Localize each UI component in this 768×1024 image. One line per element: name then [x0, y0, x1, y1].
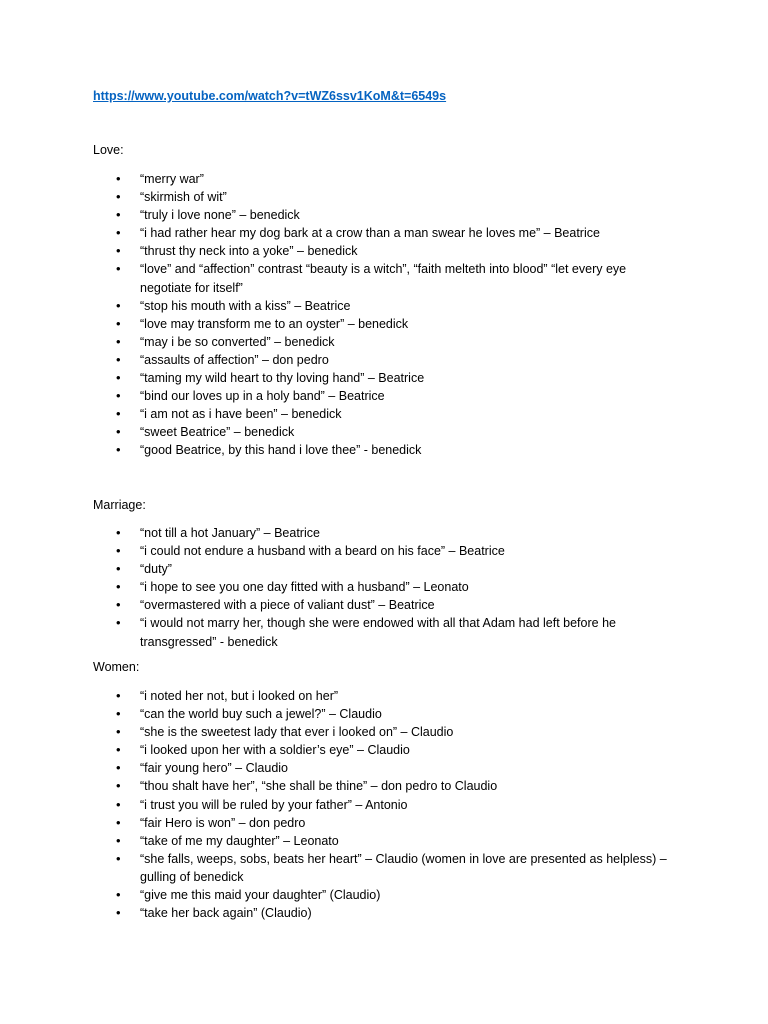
- list-item: • “skirmish of wit”: [0, 188, 680, 206]
- list-item: • “merry war”: [0, 170, 680, 188]
- women-heading: Women:: [93, 660, 140, 674]
- list-item: • “taming my wild heart to thy loving hand” – Beatrice: [0, 369, 680, 387]
- marriage-list: [0, 524, 768, 651]
- list-item: • “good Beatrice, by this hand i love thee” - benedick: [0, 441, 680, 459]
- list-item: • “sweet Beatrice” – benedick: [0, 423, 680, 441]
- list-item: • “bind our loves up in a holy band” – Beatrice: [0, 387, 680, 405]
- love-heading: Love:: [93, 143, 124, 157]
- women-list: [0, 687, 768, 922]
- list-item: • “i would not marry her, though she were endowed with all that Adam had left before he transgressed” - benedick: [0, 614, 680, 650]
- list-item: • “truly i love none” – benedick: [0, 206, 680, 224]
- list-item: • “thou shalt have her”, “she shall be thine” – don pedro to Claudio: [0, 777, 680, 795]
- list-item: • “stop his mouth with a kiss” – Beatrice: [0, 297, 680, 315]
- list-item: • “i hope to see you one day fitted with a husband” – Leonato: [0, 578, 680, 596]
- list-item: • “assaults of affection” – don pedro: [0, 351, 680, 369]
- list-item: • “take of me my daughter” – Leonato: [0, 832, 680, 850]
- list-item: • “i looked upon her with a soldier’s eye” – Claudio: [0, 741, 680, 759]
- list-item: • “overmastered with a piece of valiant dust” – Beatrice: [0, 596, 680, 614]
- list-item: • “duty”: [0, 560, 680, 578]
- marriage-heading: Marriage:: [93, 498, 146, 512]
- list-item: • “i had rather hear my dog bark at a crow than a man swear he loves me” – Beatrice: [0, 224, 680, 242]
- youtube-link[interactable]: https://www.youtube.com/watch?v=tWZ6ssv1KoM&t=6549s: [93, 89, 447, 103]
- list-item: • “can the world buy such a jewel?” – Claudio: [0, 705, 680, 723]
- list-item: • “love” and “affection” contrast “beauty is a witch”, “faith melteth into blood” “let every eye negotiate for itself”: [0, 260, 680, 296]
- list-item: • “i could not endure a husband with a beard on his face” – Beatrice: [0, 542, 680, 560]
- list-item: • “not till a hot January” – Beatrice: [0, 524, 680, 542]
- list-item: • “i trust you will be ruled by your father” – Antonio: [0, 796, 680, 814]
- list-item: • “fair young hero” – Claudio: [0, 759, 680, 777]
- list-item: • “she falls, weeps, sobs, beats her heart” – Claudio (women in love are presented as helpless) – gulling of benedick: [0, 850, 680, 886]
- list-item: • “i am not as i have been” – benedick: [0, 405, 680, 423]
- list-item: • “love may transform me to an oyster” – benedick: [0, 315, 680, 333]
- list-item: • “give me this maid your daughter” (Claudio): [0, 886, 680, 904]
- list-item: • “fair Hero is won” – don pedro: [0, 814, 680, 832]
- list-item: • “thrust thy neck into a yoke” – benedick: [0, 242, 680, 260]
- list-item: • “i noted her not, but i looked on her”: [0, 687, 680, 705]
- love-list: [0, 170, 768, 460]
- list-item: • “she is the sweetest lady that ever i looked on” – Claudio: [0, 723, 680, 741]
- list-item: • “may i be so converted” – benedick: [0, 333, 680, 351]
- list-item: • “take her back again” (Claudio): [0, 904, 680, 922]
